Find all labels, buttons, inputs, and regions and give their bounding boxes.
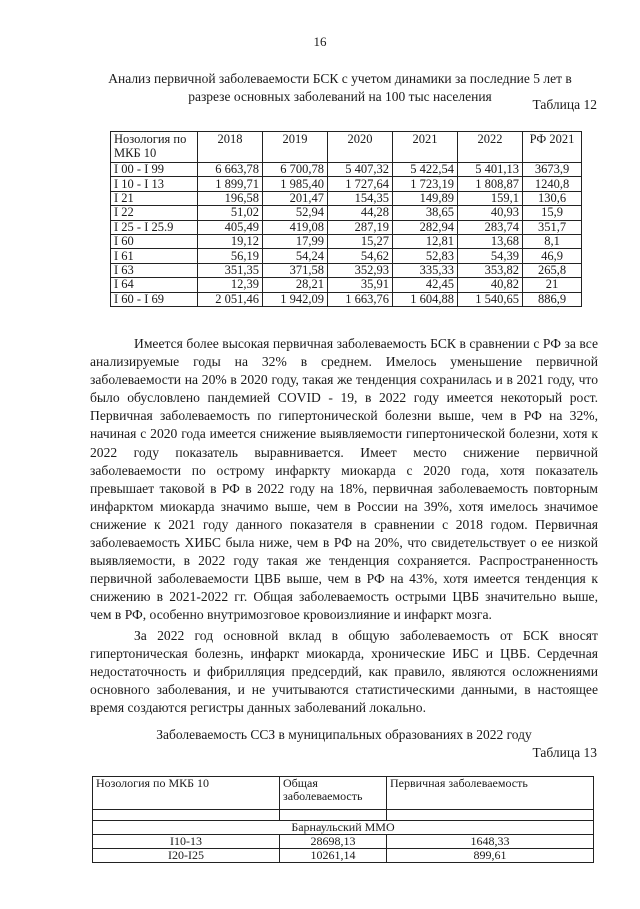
body-text bbox=[90, 335, 598, 717]
table-cell: 1 899,71 bbox=[198, 177, 263, 191]
table-cell: I10-13 bbox=[93, 835, 280, 849]
table-cell: 351,35 bbox=[198, 263, 263, 277]
table-cell: 35,91 bbox=[328, 278, 393, 292]
table-12 bbox=[110, 131, 582, 307]
table12-label: Таблица 12 bbox=[532, 97, 597, 112]
table-cell: 12,81 bbox=[393, 234, 458, 248]
table-cell: 1240,8 bbox=[523, 177, 582, 191]
table-cell: 265,8 bbox=[523, 263, 582, 277]
table-cell: 2 051,46 bbox=[198, 292, 263, 306]
header-rf: РФ 2021 bbox=[523, 132, 582, 163]
header-year: 2019 bbox=[263, 132, 328, 163]
table-row bbox=[93, 810, 594, 821]
table-cell: 17,99 bbox=[263, 234, 328, 248]
table-cell: 52,94 bbox=[263, 206, 328, 220]
header-nosology: Нозология по МКБ 10 bbox=[93, 777, 280, 810]
table-cell: 886,9 bbox=[523, 292, 582, 306]
table-cell: 335,33 bbox=[393, 263, 458, 277]
table-cell: I20-I25 bbox=[93, 849, 280, 863]
table-row bbox=[111, 234, 582, 248]
table-cell: 1 604,88 bbox=[393, 292, 458, 306]
table-cell: 42,45 bbox=[393, 278, 458, 292]
table-cell: 283,74 bbox=[458, 220, 523, 234]
header-nosology: Нозология по МКБ 10 bbox=[111, 132, 198, 163]
table-cell: 38,65 bbox=[393, 206, 458, 220]
nosology-code: I 61 bbox=[111, 249, 198, 263]
table-cell: 8,1 bbox=[523, 234, 582, 248]
table-cell: 419,08 bbox=[263, 220, 328, 234]
table-cell: 405,49 bbox=[198, 220, 263, 234]
table-row bbox=[93, 835, 594, 849]
header-year: 2018 bbox=[198, 132, 263, 163]
region-name: Барнаульский ММО bbox=[93, 821, 594, 835]
table-cell: 351,7 bbox=[523, 220, 582, 234]
nosology-code: I 60 bbox=[111, 234, 198, 248]
table-cell: 196,58 bbox=[198, 191, 263, 205]
table-cell: 352,93 bbox=[328, 263, 393, 277]
table-cell: 3673,9 bbox=[523, 163, 582, 177]
table-cell: 13,68 bbox=[458, 234, 523, 248]
table-cell: 353,82 bbox=[458, 263, 523, 277]
table-cell: 52,83 bbox=[393, 249, 458, 263]
nosology-code: I 60 - I 69 bbox=[111, 292, 198, 306]
table-cell: 44,28 bbox=[328, 206, 393, 220]
table-cell: 1648,33 bbox=[387, 835, 594, 849]
table-cell: 154,35 bbox=[328, 191, 393, 205]
header-total: Общая заболеваемость bbox=[280, 777, 387, 810]
table-cell: 5 407,32 bbox=[328, 163, 393, 177]
table-cell: 12,39 bbox=[198, 278, 263, 292]
table-cell: 6 663,78 bbox=[198, 163, 263, 177]
table-cell: 40,93 bbox=[458, 206, 523, 220]
nosology-code: I 25 - I 25.9 bbox=[111, 220, 198, 234]
page-number: 16 bbox=[313, 34, 327, 49]
nosology-code: I 00 - I 99 bbox=[111, 163, 198, 177]
table-cell: 15,27 bbox=[328, 234, 393, 248]
table13-caption: Заболеваемость ССЗ в муниципальных образованиях в 2022 году bbox=[156, 727, 532, 742]
table-cell: 1 808,87 bbox=[458, 177, 523, 191]
table-row bbox=[111, 220, 582, 234]
header-primary: Первичная заболеваемость bbox=[387, 777, 594, 810]
paragraph: За 2022 год основной вклад в общую заболеваемость от БСК вносят гипертоническая болезнь, инфаркт миокарда, хронические ИБС и ЦВБ. Сердечная недостаточность и фибрилляция предсердий, как правило, являются осложнениями основного заболевания, и не учитываются статистическими данными, в настоящее время создаются регистры данных заболеваний локально. bbox=[90, 627, 598, 715]
table-row bbox=[93, 821, 594, 835]
table-cell: 40,82 bbox=[458, 278, 523, 292]
table-cell: 1 723,19 bbox=[393, 177, 458, 191]
table-row bbox=[93, 849, 594, 863]
table-13 bbox=[92, 776, 594, 863]
table-cell: 5 422,54 bbox=[393, 163, 458, 177]
table-cell: 28,21 bbox=[263, 278, 328, 292]
table-cell: 1 985,40 bbox=[263, 177, 328, 191]
table-header-row bbox=[111, 132, 582, 163]
table-row bbox=[111, 163, 582, 177]
table-cell: 1 663,76 bbox=[328, 292, 393, 306]
table-cell: 282,94 bbox=[393, 220, 458, 234]
header-year: 2022 bbox=[458, 132, 523, 163]
table-cell: 1 942,09 bbox=[263, 292, 328, 306]
header-year: 2021 bbox=[393, 132, 458, 163]
table-cell: 159,1 bbox=[458, 191, 523, 205]
table-row bbox=[111, 278, 582, 292]
nosology-code: I 21 bbox=[111, 191, 198, 205]
table-row bbox=[111, 249, 582, 263]
table-cell: 1 540,65 bbox=[458, 292, 523, 306]
table-cell: 21 bbox=[523, 278, 582, 292]
table-cell: 149,89 bbox=[393, 191, 458, 205]
table-cell: 19,12 bbox=[198, 234, 263, 248]
table-cell: 51,02 bbox=[198, 206, 263, 220]
table-row bbox=[111, 191, 582, 205]
table-cell: 54,39 bbox=[458, 249, 523, 263]
table-cell: 130,6 bbox=[523, 191, 582, 205]
table-cell: 201,47 bbox=[263, 191, 328, 205]
table-cell: 54,24 bbox=[263, 249, 328, 263]
header-year: 2020 bbox=[328, 132, 393, 163]
table-cell: 10261,14 bbox=[280, 849, 387, 863]
nosology-code: I 64 bbox=[111, 278, 198, 292]
table-cell: 54,62 bbox=[328, 249, 393, 263]
table-cell: 371,58 bbox=[263, 263, 328, 277]
table-cell: 1 727,64 bbox=[328, 177, 393, 191]
paragraph: Имеется более высокая первичная заболеваемость БСК в сравнении с РФ за все анализируемые годы на 32% в среднем. Имелось уменьшение первичной заболеваемости на 20% в 2020 году, такая же тенденция сохранилась и в 2021 году, что было обусловлено пандемией COVID - 19, в 2022 году имеется некоторый рост. Первичная заболеваемость по гипертонической болезни выше, чем в РФ на 32%, начиная с 2020 года имеется снижение выявляемости гипертонической болезни, хотя к 2022 году показатель выравнивается. Имеет место снижение первичной заболеваемости по острому инфаркту миокарда с 2020 года, хотя показатель превышает таковой в РФ в 2022 году на 18%, первичная заболеваемость повторным инфарктом миокарда значимо выше, чем в России на 39%, хотя имелось значимое снижение к 2021 году данного показателя в сравнении с 2018 годом. Первичная заболеваемость ХИБС была ниже, чем в РФ на 20%, что свидетельствует о ее низкой выявляемости, в 2022 году такая же тенденция сохраняется. Распространенность первичной заболеваемости ЦВБ выше, чем в РФ на 43%, хотя имеется тенденция к снижению в 2021-2022 гг. Общая заболеваемость острыми ЦВБ значительно выше, чем в РФ, особенно внутримозговое кровоизлияние и инфаркт мозга. bbox=[90, 336, 598, 623]
table-cell: 6 700,78 bbox=[263, 163, 328, 177]
nosology-code: I 22 bbox=[111, 206, 198, 220]
table-cell: 28698,13 bbox=[280, 835, 387, 849]
table-cell: 46,9 bbox=[523, 249, 582, 263]
table-row bbox=[111, 177, 582, 191]
nosology-code: I 10 - I 13 bbox=[111, 177, 198, 191]
table-cell: 899,61 bbox=[387, 849, 594, 863]
table-header-row bbox=[93, 777, 594, 810]
table13-label: Таблица 13 bbox=[532, 745, 597, 760]
table-row bbox=[111, 206, 582, 220]
table-cell: 56,19 bbox=[198, 249, 263, 263]
nosology-code: I 63 bbox=[111, 263, 198, 277]
table12-caption: Анализ первичной заболеваемости БСК с учетом динамики за последние 5 лет в разрезе основных заболеваний на 100 тыс населения bbox=[108, 71, 572, 104]
table-cell: 15,9 bbox=[523, 206, 582, 220]
table-cell: 287,19 bbox=[328, 220, 393, 234]
table-row bbox=[111, 292, 582, 306]
table-cell: 5 401,13 bbox=[458, 163, 523, 177]
table-row bbox=[111, 263, 582, 277]
